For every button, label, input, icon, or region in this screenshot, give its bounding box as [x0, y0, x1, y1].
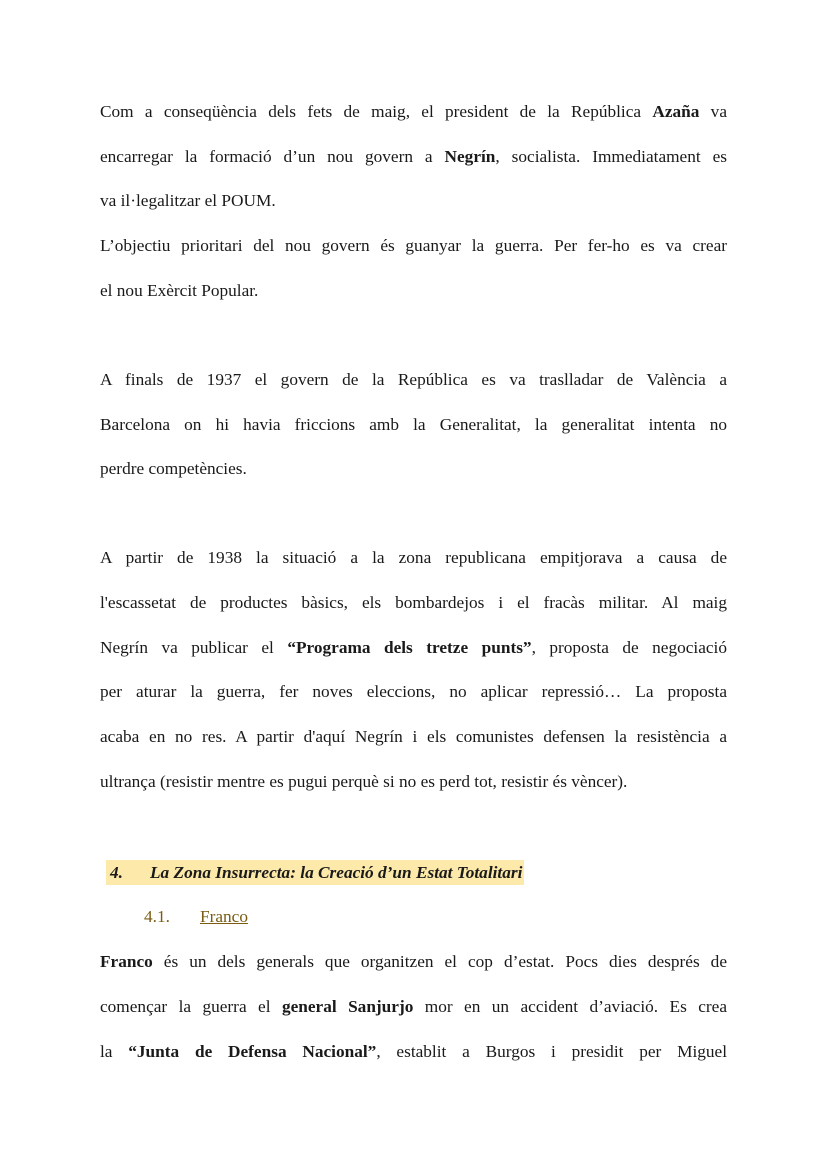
text-line: el nou Exèrcit Popular.	[100, 281, 259, 300]
bold-name-negrin: Negrín	[444, 147, 496, 166]
bold-program-title: “Programa dels tretze punts”	[287, 638, 532, 657]
bold-name-sanjurjo: general Sanjurjo	[281, 997, 414, 1016]
text-line: Barcelona on hi havia friccions amb la Generalitat, la generalitat intenta no	[100, 415, 727, 434]
subsection-heading	[144, 905, 248, 929]
text-line	[100, 950, 727, 974]
subsection-title-link[interactable]: Franco	[200, 907, 248, 926]
bold-name-franco: Franco	[100, 952, 153, 971]
text-span: , socialista. Immediatament es	[495, 147, 727, 166]
text-span: Negrín va publicar el	[100, 638, 288, 657]
text-line: perdre competències.	[100, 459, 247, 478]
text-line	[100, 636, 727, 660]
text-span: , establit a Burgos i presidit per Miguel	[376, 1042, 727, 1061]
text-span: Com a conseqüència dels fets de maig, el president de la República	[100, 102, 653, 121]
section-number: 4.	[110, 863, 123, 882]
text-span: mor en un accident d’aviació. Es crea	[413, 997, 727, 1016]
text-line	[100, 145, 727, 169]
text-span: , proposta de negociació	[531, 638, 728, 657]
text-line	[100, 100, 727, 124]
text-line	[100, 995, 727, 1019]
section-title: La Zona Insurrecta: la Creació d’un Estat Totalitari	[150, 863, 523, 882]
text-line: ultrança (resistir mentre es pugui perquè si no es perd tot, resistir és vèncer).	[100, 772, 628, 791]
subsection-number: 4.1.	[144, 907, 170, 926]
text-line: per aturar la guerra, fer noves eleccions, no aplicar repressió… La proposta	[100, 682, 727, 701]
text-line: L’objectiu prioritari del nou govern és guanyar la guerra. Per fer-ho es va crear	[100, 236, 727, 255]
bold-name-azana: Azaña	[652, 102, 700, 121]
text-line: acaba en no res. A partir d'aquí Negrín i els comunistes defensen la resistència a	[100, 727, 727, 746]
text-span: va	[699, 102, 727, 121]
text-span: és un dels generals que organitzen el cop d’estat. Pocs dies després de	[152, 952, 727, 971]
text-line: A finals de 1937 el govern de la República es va traslladar de València a	[100, 370, 727, 389]
section-heading	[106, 860, 524, 885]
bold-junta-title: “Junta de Defensa Nacional”	[128, 1042, 377, 1061]
text-span: la	[100, 1042, 129, 1061]
text-span: començar la guerra el	[100, 997, 282, 1016]
text-line: A partir de 1938 la situació a la zona republicana empitjorava a causa de	[100, 548, 727, 567]
text-line: va il·legalitzar el POUM.	[100, 191, 276, 210]
text-line: l'escassetat de productes bàsics, els bombardejos i el fracàs militar. Al maig	[100, 593, 727, 612]
text-line	[100, 1040, 727, 1064]
text-span: encarregar la formació d’un nou govern a	[100, 147, 445, 166]
